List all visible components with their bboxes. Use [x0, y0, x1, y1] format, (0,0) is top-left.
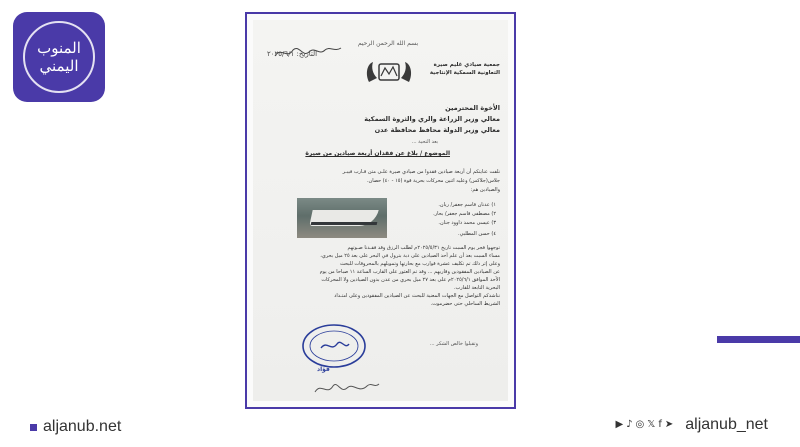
boat-photo	[297, 198, 387, 238]
paragraph-line: جلاس(جلاكس) وعليه اثنين محركات بحرية قوة (١٥ - ٤٠) حصان.	[366, 178, 500, 184]
emblem-icon	[361, 56, 417, 86]
fisherman-item: ٣) عيسى محمد داوود جنان.	[438, 220, 496, 226]
x-icon[interactable]: 𝕏	[647, 419, 656, 430]
fisherman-item: ١) عدنان قاسم جعفر/ ربان.	[438, 202, 496, 208]
body-line: عن الصيادين المفقودين وقاربهم ... وقد تم العثور على القارب الساعة ١١ صباحا من يوم	[319, 269, 500, 275]
youtube-icon[interactable]: ▶	[615, 419, 624, 430]
basmala: بسم الله الرحمن الرحيم	[357, 40, 419, 47]
addressee-line-2: معالي وزير الزراعة والري والثروة السمكية	[364, 115, 500, 123]
fisherman-item: ٤) حسن المطلبي.	[458, 231, 496, 237]
greeting: بعد التحية ...	[411, 139, 438, 145]
addressee-line-3: معالي وزير الدولة محافظ محافظة عدن	[374, 126, 500, 134]
logo-text: المنوب اليمني	[37, 39, 81, 75]
facebook-icon[interactable]: f	[658, 419, 662, 430]
body-line: الشريط الساحلي حتى حضرموت.	[430, 301, 500, 307]
site-logo[interactable]	[13, 12, 105, 102]
fisherman-item: ٢) مصطفى قاسم جعفر/ بحار.	[433, 211, 496, 217]
social-handle[interactable]: aljanub_net	[685, 416, 768, 433]
body-line: الأحد الموافق ٢٠٢٥/٦/١م على بعد ٢٧ ميل بحري من عدن بدون الصيادين ولا المحركات	[321, 277, 500, 283]
tiktok-icon[interactable]: ♪	[626, 419, 633, 430]
body-line: نناشدكم التواصل مع الجهات المعنية للبحث عن الصيادين المفقودين وعلى امتـداد	[334, 293, 500, 299]
social-icons	[615, 419, 673, 431]
org-name-line-1: جمعية صيادي غليم صيرة	[433, 62, 500, 68]
logo-ring	[23, 21, 95, 93]
date-line: التاريخ: ٢٠٢٥/٦/١	[267, 50, 318, 58]
signature-icon	[311, 372, 381, 402]
document-image	[245, 12, 516, 409]
addressee-line-1: الأخوة المحترمين	[445, 104, 500, 112]
body-line: توجهوا فجر يوم السبت تاريخ ٢٠٢٥/٥/٣١م لطلب الرزق وقد فقـدنا صـوتهم	[347, 245, 500, 251]
footer-site-text: aljanub.net	[43, 418, 122, 435]
subject-line: الموضوع / بلاغ عن فقدان أربعة صيادين من صيرة	[305, 150, 450, 157]
body-line: البحرية التابعة للقارب.	[453, 285, 500, 291]
stamp-name: فؤاد	[317, 366, 330, 373]
instagram-icon[interactable]: ◎	[635, 419, 645, 430]
accent-bar	[717, 336, 800, 343]
telegram-icon[interactable]: ➤	[664, 419, 674, 430]
org-name-line-2: التعاونية السمكية الإنتاجية	[429, 70, 500, 76]
paragraph-line: نلفت عنايتكم أن أربعة صيادين فقدوا من صيادي صيرة علـى متن قـارب فيبـر	[342, 169, 500, 175]
closing-line: وتقبلوا خالص الشكر ...	[429, 341, 478, 347]
document-paper	[253, 20, 508, 401]
paragraph-line: والصيادين هم:	[470, 187, 500, 193]
body-line: وعلى إثر ذلك تم تكليف عشرة قوارب مع بحارتها وتمويلهم بالمحروقات للبحث	[340, 261, 500, 267]
bullet-square-icon	[30, 424, 37, 431]
footer-social	[615, 416, 768, 434]
boat-stripe	[311, 222, 378, 225]
official-stamp-icon	[301, 322, 367, 370]
body-line: مساء السبت بعد أن علم أحد الصيادين على دبة بترول في البحر على بعد ٢٥ ميل بحري،	[320, 253, 500, 259]
footer-site-link[interactable]	[30, 418, 121, 436]
